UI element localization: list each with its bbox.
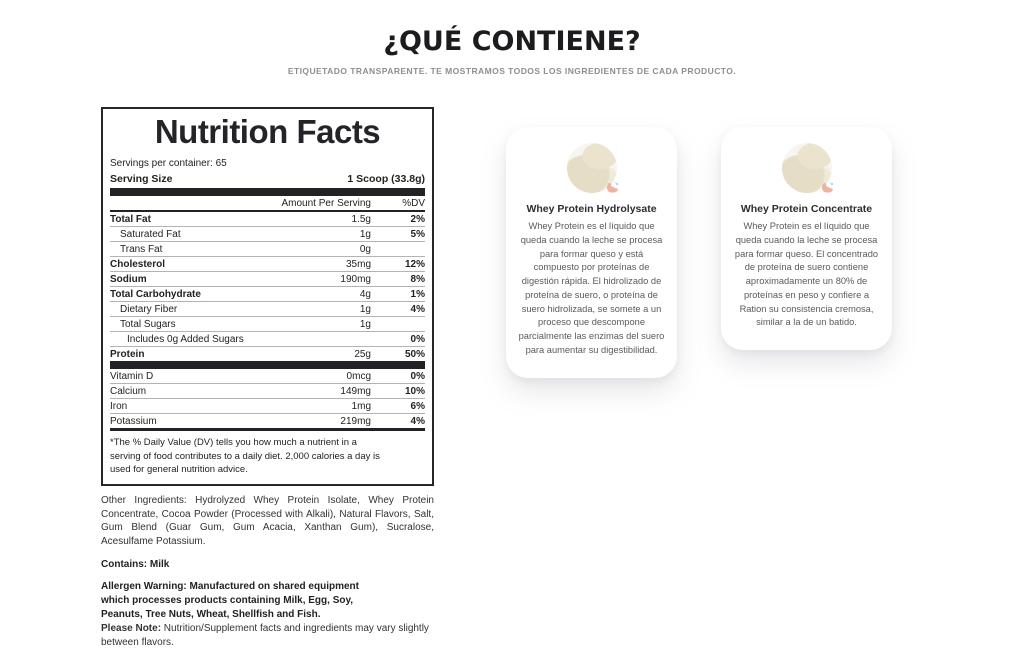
vitamin-row [110,398,425,413]
nutrient-label: Dietary Fiber [120,303,178,315]
nutrient-dv: 50% [404,348,425,360]
card-description: Whey Protein es el líquido que queda cuando la leche se procesa para formar queso. El concentrado de proteína de suero contiene aproximadamente un 80% de proteínas en peso y confiere a Ration su consistencia cremosa, similar a la de un batido. [734,221,879,328]
nutrient-label: Trans Fat [120,243,163,255]
dv-column-header: %DV [402,197,425,209]
thick-divider [110,188,425,196]
muscle-icon [819,181,835,197]
nutrition-facts-title: Nutrition Facts [154,113,381,150]
ingredient-card-whey-concentrate [721,127,892,350]
table-row [110,226,425,241]
ingredient-cards [506,127,892,378]
nutrient-label: Protein [110,348,145,360]
nutrient-label: Includes 0g Added Sugars [127,333,244,345]
page-title: ¿QUÉ CONTIENE? [383,26,641,57]
page-subtitle: ETIQUETADO TRANSPARENTE. TE MOSTRAMOS TODOS LOS INGREDIENTES DE CADA PRODUCTO. [287,66,737,76]
nutrient-amount: 219mg [340,415,371,427]
nutrient-dv: 10% [404,385,425,397]
allergen-warning-text: Allergen Warning: Manufactured on shared equipment which processes products containing Milk, Egg, Soy, Peanuts, Tree Nuts, Wheat, Shellfish and Fish. [101,580,359,620]
other-ingredients-text: Other Ingredients: Hydrolyzed Whey Protein Isolate, Whey Protein Concentrate, Cocoa Powder (Processed with Alkali), Natural Flavors, Salt, Gum Blend (Guar Gum, Gum Acacia, Xanthan Gum), Sucralose, Acesulfame Potassium. [101,494,434,548]
nutrient-dv: 0% [410,370,425,382]
please-note-label: Please Note: [101,622,162,634]
serving-size-label: Serving Size [110,173,173,186]
nutrient-dv: 4% [410,303,425,315]
nutrient-dv: 12% [404,258,425,270]
table-row [110,286,425,301]
table-row [110,271,425,286]
table-row [110,212,425,226]
nutrient-dv: 2% [410,213,425,225]
nutrient-label: Iron [110,400,128,412]
nutrient-amount: 190mg [340,273,371,285]
nutrient-dv: 8% [410,273,425,285]
table-header-row [110,196,425,212]
table-row [110,331,425,346]
medium-divider [110,428,425,431]
nutrient-label: Potassium [110,415,157,427]
nutrient-amount: 1mg [351,400,371,412]
nutrient-amount: 1.5g [351,213,371,225]
table-row [110,301,425,316]
nutrient-dv: 4% [410,415,425,427]
nutrient-label: Calcium [110,385,147,397]
table-row [110,346,425,361]
table-row [110,241,425,256]
whey-powder-photo [782,143,832,193]
whey-powder-photo [567,143,617,193]
nutrient-label: Sodium [110,273,147,285]
servings-per-container: Servings per container: 65 [110,158,227,170]
nutrient-amount: 0mcg [346,370,371,382]
section-header [0,26,1024,76]
nutrient-dv: 1% [410,288,425,300]
muscle-icon [604,181,620,197]
nutrient-amount: 4g [359,288,371,300]
ingredient-card-whey-hydrolysate [506,127,677,378]
nutrient-label: Total Sugars [120,318,176,330]
nutrient-dv: 5% [410,228,425,240]
nutrient-amount: 1g [359,303,371,315]
please-note-text [101,622,434,650]
daily-value-footnote: *The % Daily Value (DV) tells you how much a nutrient in a serving of food contributes to a daily diet. 2,000 calories a day is used for general nutrition advice. [110,437,380,476]
card-title: Whey Protein Concentrate [740,203,873,215]
thick-divider [110,361,425,369]
card-description: Whey Protein es el líquido que queda cuando la leche se procesa para formar queso y está compuesto por proteínas de digestión rápida. El hidrolizado de proteína de suero, o proteína de suero hidrolizada, se somete a un proceso que descompone parcialmente las enzimas del suero para aumentar su digestibilidad. [518,221,665,355]
nutrient-label: Cholesterol [110,258,166,270]
nutrient-amount: 35mg [345,258,371,270]
nutrient-amount: 1g [359,318,371,330]
amount-column-header: Amount Per Serving [281,197,371,209]
nutrient-label: Total Fat [110,213,151,225]
contains-text: Contains: Milk [101,558,170,570]
nutrition-panel [101,107,434,650]
serving-size-value: 1 Scoop (33.8g) [347,173,425,186]
table-row [110,316,425,331]
vitamin-row [110,413,425,428]
nutrition-facts-label [101,107,434,486]
nutrient-label: Total Carbohydrate [110,288,201,300]
vitamin-row [110,383,425,398]
nutrient-dv: 0% [410,333,425,345]
nutrient-label: Saturated Fat [120,228,181,240]
nutrient-amount: 149mg [340,385,371,397]
serving-size-row [110,171,425,188]
nutrient-dv: 6% [410,400,425,412]
card-title: Whey Protein Hydrolysate [526,203,657,215]
nutrient-label: Vitamin D [110,370,154,382]
nutrient-amount: 25g [354,348,371,360]
table-row [110,256,425,271]
nutrient-amount: 0g [359,243,371,255]
vitamin-row [110,369,425,383]
nutrient-amount: 1g [359,228,371,240]
please-note-body: Nutrition/Supplement facts and ingredients may vary slightly between flavors. [101,622,429,648]
